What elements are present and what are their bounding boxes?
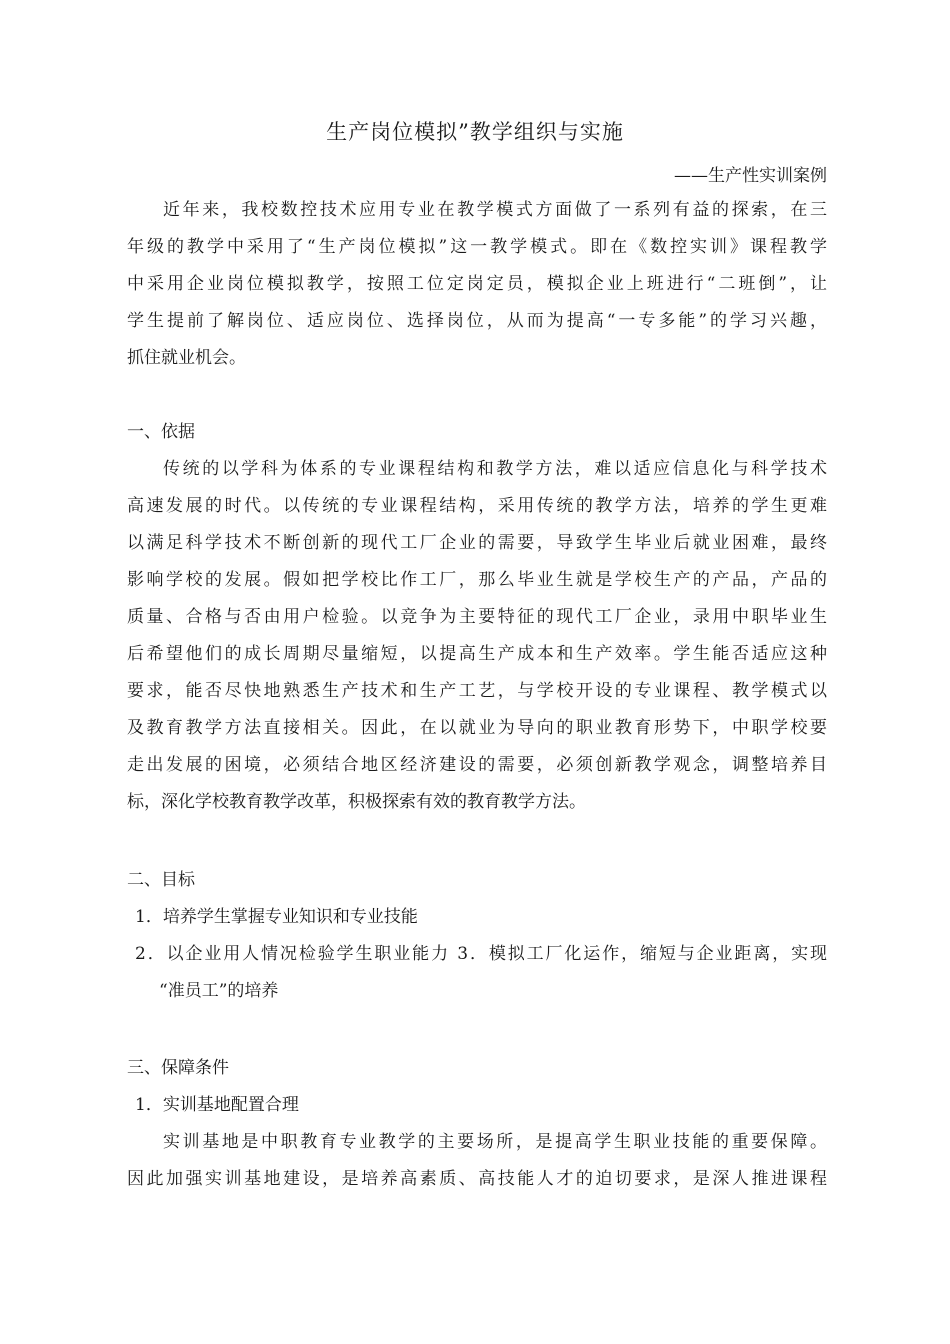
paragraph-line: 后希望他们的成长周期尽量缩短，以提高生产成本和生产效率。学生能否适应这种 [127, 644, 827, 664]
paragraph-line: 传统的以学科为体系的专业课程结构和教学方法，难以适应信息化与科学技术 [163, 459, 827, 479]
paragraph-line: 近年来，我校数控技术应用专业在教学模式方面做了一系列有益的探索，在三 [163, 200, 827, 220]
paragraph-line: 抓住就业机会。 [127, 348, 246, 368]
document-title: 生产岗位模拟”教学组织与实施 [326, 120, 624, 144]
paragraph-line: 学生提前了解岗位、适应岗位、选择岗位，从而为提高“一专多能”的学习兴趣， [127, 311, 827, 331]
section-heading-goals: 二、目标 [127, 870, 195, 890]
paragraph-line: 走出发展的困境，必须结合地区经济建设的需要，必须创新教学观念，调整培养目 [127, 755, 827, 775]
paragraph-line: 高速发展的时代。以传统的专业课程结构，采用传统的教学方法，培养的学生更难 [127, 496, 827, 516]
section-basis-paragraph [127, 451, 827, 821]
goal-item-2 [135, 936, 827, 1010]
intro-paragraph [127, 192, 827, 377]
condition-item-1: 1．实训基地配置合理 [135, 1095, 299, 1115]
document-subtitle: ——生产性实训案例 [674, 166, 827, 186]
paragraph-line: 年级的教学中采用了“生产岗位模拟”这一教学模式。即在《数控实训》课程教学 [127, 237, 827, 257]
paragraph-line: 以满足科学技术不断创新的现代工厂企业的需要，导致学生毕业后就业困难，最终 [127, 533, 827, 553]
paragraph-line: “准员工”的培养 [159, 981, 279, 1001]
paragraph-line: 要求，能否尽快地熟悉生产技术和生产工艺，与学校开设的专业课程、教学模式以 [127, 681, 827, 701]
paragraph-line: 2．以企业用人情况检验学生职业能力 3．模拟工厂化运作，缩短与企业距离，实现 [135, 944, 827, 964]
paragraph-line: 影响学校的发展。假如把学校比作工厂，那么毕业生就是学校生产的产品，产品的 [127, 570, 827, 590]
paragraph-line: 因此加强实训基地建设，是培养高素质、高技能人才的迫切要求，是深人推进课程 [127, 1169, 827, 1189]
section-conditions-paragraph [127, 1124, 827, 1198]
section-heading-basis: 一、依据 [127, 422, 195, 442]
section-heading-conditions: 三、保障条件 [127, 1058, 229, 1078]
paragraph-line: 质量、合格与否由用户检验。以竞争为主要特征的现代工厂企业，录用中职毕业生 [127, 607, 827, 627]
paragraph-line: 标，深化学校教育教学改革，积极探索有效的教育教学方法。 [127, 792, 586, 812]
goal-item-1: 1．培养学生掌握专业知识和专业技能 [135, 907, 418, 927]
paragraph-line: 实训基地是中职教育专业教学的主要场所，是提高学生职业技能的重要保障。 [163, 1132, 827, 1152]
paragraph-line: 及教育教学方法直接相关。因此，在以就业为导向的职业教育形势下，中职学校要 [127, 718, 827, 738]
paragraph-line: 中采用企业岗位模拟教学，按照工位定岗定员，模拟企业上班进行“二班倒”，让 [127, 274, 827, 294]
